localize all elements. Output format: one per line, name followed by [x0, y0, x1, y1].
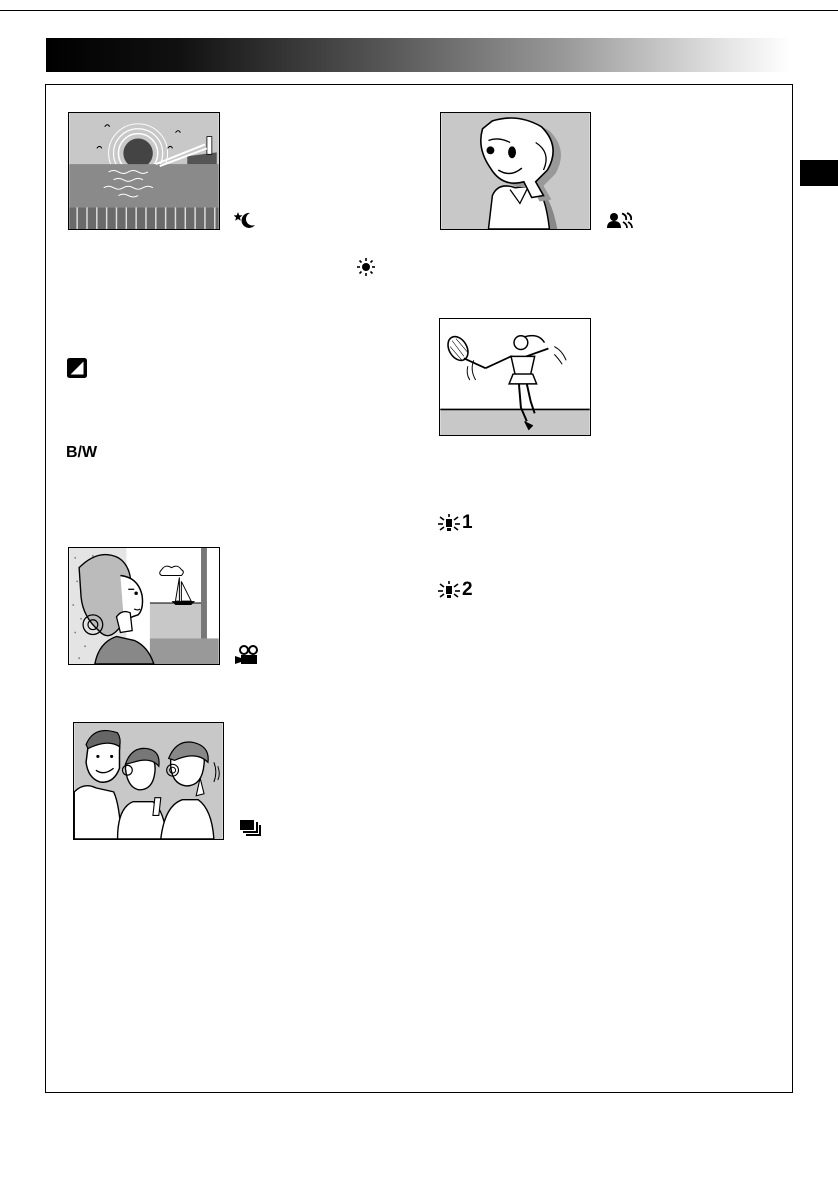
spotlight-2-label: 2: [462, 579, 473, 600]
half-square-icon: [66, 357, 88, 379]
spotlight-icon: [437, 580, 473, 599]
header-banner: [46, 38, 790, 72]
woman-window-illustration: [68, 547, 220, 665]
two-persons-icon: [606, 212, 634, 228]
sun-icon: [357, 258, 375, 276]
group-party-illustration: [73, 722, 224, 840]
bw-label: B/W: [66, 444, 98, 461]
moon-star-icon: [234, 211, 258, 229]
movie-camera-icon: [234, 645, 260, 665]
twilight-illustration: [68, 112, 220, 230]
stacked-frames-icon: [240, 820, 262, 838]
spotlight-icon: [437, 513, 473, 532]
page-top-rule: [0, 10, 838, 11]
tennis-player-illustration: [439, 318, 591, 436]
portrait-illustration: [440, 112, 591, 230]
section-tab: [800, 160, 838, 186]
spotlight-1-label: 1: [462, 512, 473, 533]
